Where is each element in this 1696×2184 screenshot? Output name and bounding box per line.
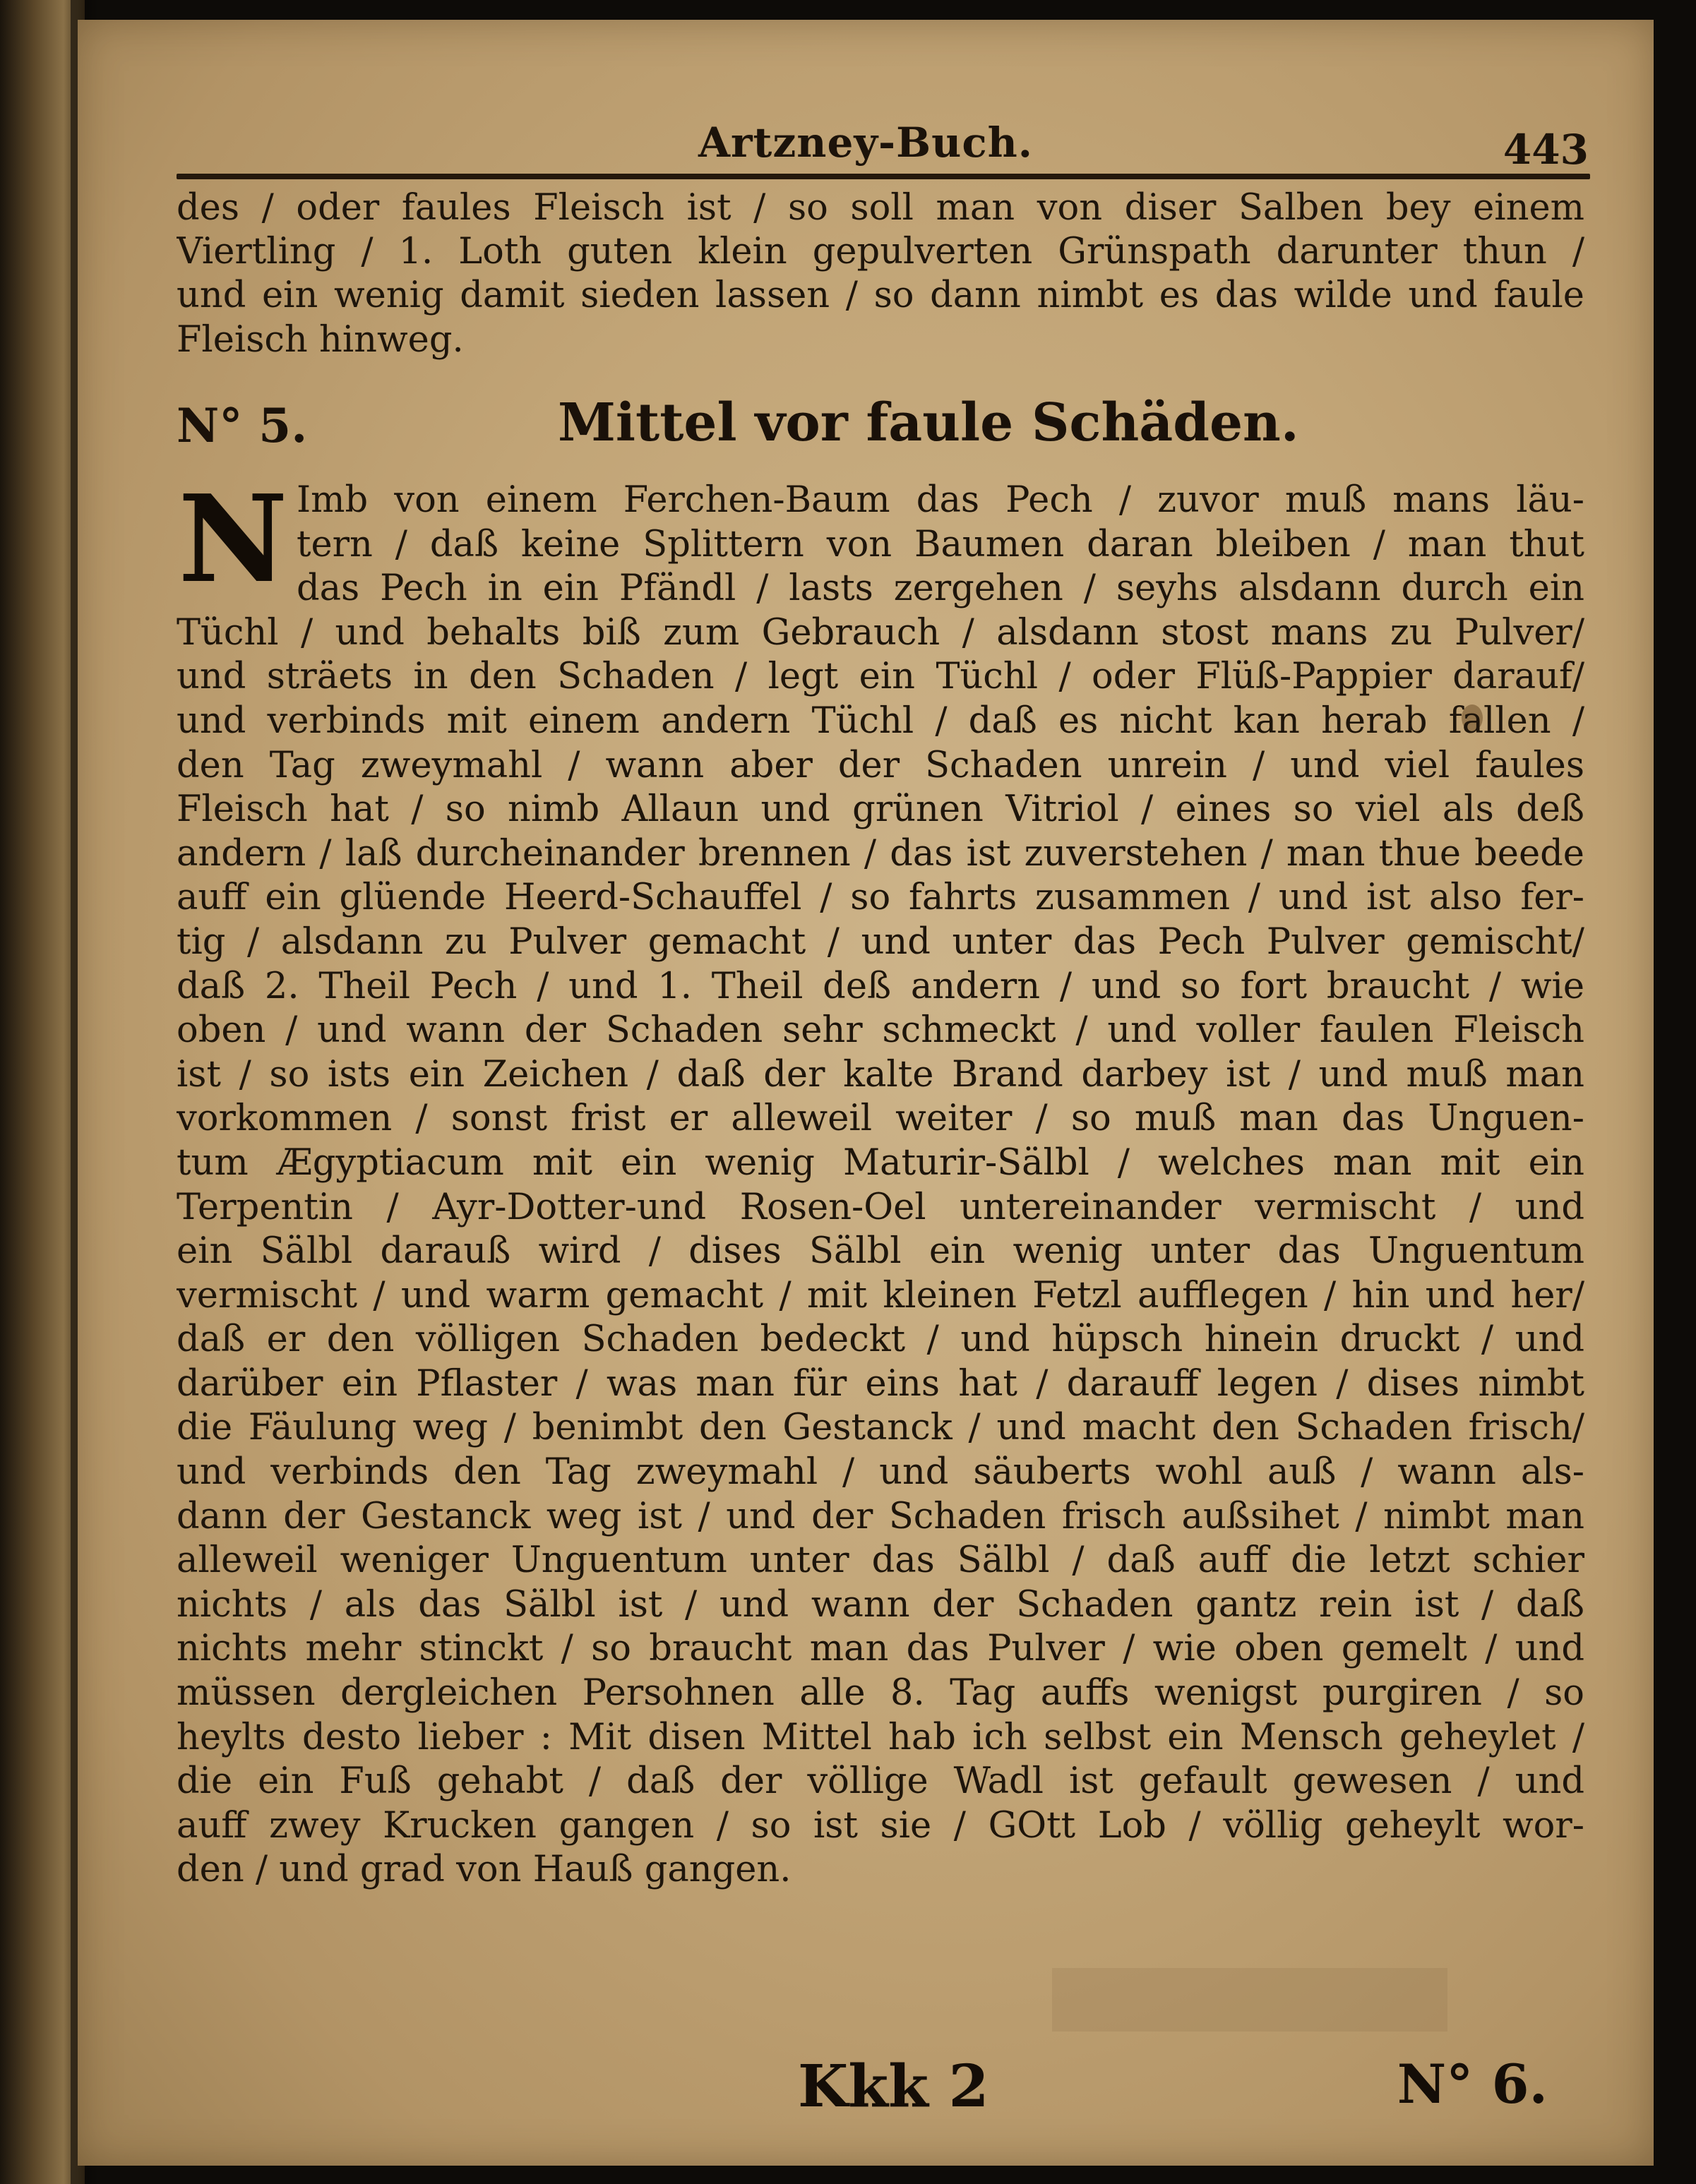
text-line: Terpentin / Ayr-Dotter-und Rosen-Oel untereinander vermischt / und (177, 1186, 1584, 1228)
text-line: Viertling / 1. Loth guten klein gepulverten Grünspath darunter thun / (177, 231, 1584, 273)
text-line: auff zwey Krucken gangen / so ist sie / GOtt Lob / völlig geheylt wor- (177, 1804, 1584, 1847)
text-line: tig / alsdann zu Pulver gemacht / und unter das Pech Pulver gemischt/ (177, 920, 1584, 963)
ink-bleedthrough (1052, 1968, 1447, 2032)
catchword: N° 6. (1397, 2053, 1548, 2116)
text-line: die Fäulung weg / benimbt den Gestanck / und macht den Schaden frisch/ (177, 1407, 1584, 1449)
text-line: heylts desto lieber : Mit disen Mittel hab ich selbst ein Mensch geheylet / (177, 1716, 1584, 1758)
page-number: 443 (1503, 126, 1589, 174)
section-body (177, 469, 1584, 1892)
text-line: Fleisch hinweg. (177, 318, 464, 361)
text-line: alleweil weniger Unguentum unter das Sälbl / daß auff die letzt schier (177, 1540, 1584, 1582)
text-line: und ein wenig damit sieden lassen / so dann nimbt es das wilde und faule (177, 275, 1584, 317)
text-line: das Pech in ein Pfändl / lasts zergehen / seyhs alsdann durch ein (297, 568, 1584, 610)
text-line: oben / und wann der Schaden sehr schmeckt / und voller faulen Fleisch (177, 1009, 1584, 1052)
text-line: Tüchl / und behalts biß zum Gebrauch / alsdann stost mans zu Pulver/ (177, 611, 1584, 654)
text-line: darüber ein Pflaster / was man für eins hat / darauff legen / dises nimbt (177, 1362, 1584, 1405)
text-line: daß er den völligen Schaden bedeckt / und hüpsch hinein druckt / und (177, 1319, 1584, 1361)
text-line: Fleisch hat / so nimb Allaun und grünen Vitriol / eines so viel als deß (177, 788, 1584, 831)
text-line: auff ein glüende Heerd-Schauffel / so fahrts zusammen / und ist also fer- (177, 877, 1584, 919)
header-rule (177, 174, 1590, 179)
text-line: Imb von einem Ferchen-Baum das Pech / zuvor muß mans läu- (297, 479, 1584, 521)
section-heading (177, 392, 1584, 463)
text-line: müssen dergleichen Persohnen alle 8. Tag auffs wenigst purgiren / so (177, 1672, 1584, 1715)
text-line: des / oder faules Fleisch ist / so soll man von diser Salben bey einem (177, 187, 1584, 229)
text-line: die ein Fuß gehabt / daß der völlige Wadl ist gefault gewesen / und (177, 1760, 1584, 1803)
text-line: vermischt / und warm gemacht / mit kleinen Fetzl aufflegen / hin und her/ (177, 1274, 1584, 1316)
signature-mark: Kkk 2 (798, 2053, 989, 2120)
running-head: Artzney-Buch. (698, 119, 1033, 167)
text-line: ein Sälbl darauß wird / dises Sälbl ein wenig unter das Unguentum (177, 1230, 1584, 1273)
drop-capital: N (178, 469, 288, 610)
text-line: tum Ægyptiacum mit ein wenig Maturir-Sälbl / welches man mit ein (177, 1141, 1584, 1184)
text-line: ist / so ists ein Zeichen / daß der kalte Brand darbey ist / und muß man (177, 1053, 1584, 1096)
section-number: N° 5. (177, 398, 308, 453)
section-title: Mittel vor faule Schäden. (558, 392, 1299, 453)
text-line: vorkommen / sonst frist er alleweil weiter / so muß man das Unguen- (177, 1098, 1584, 1140)
text-line: und verbinds mit einem andern Tüchl / daß es nicht kan herab fallen / (177, 700, 1584, 742)
text-line: tern / daß keine Splittern von Baumen daran bleiben / man thut (297, 523, 1584, 565)
text-line: und verbinds den Tag zweymahl / und säuberts wohl auß / wann als- (177, 1451, 1584, 1494)
text-line: nichts / als das Sälbl ist / und wann der Schaden gantz rein ist / daß (177, 1583, 1584, 1626)
continued-text (177, 186, 1584, 362)
text-line: nichts mehr stinckt / so braucht man das Pulver / wie oben gemelt / und (177, 1628, 1584, 1670)
text-line: daß 2. Theil Pech / und 1. Theil deß andern / und so fort braucht / wie (177, 965, 1584, 1007)
text-line: andern / laß durcheinander brennen / das ist zuverstehen / man thue beede (177, 832, 1584, 875)
text-line: den / und grad von Hauß gangen. (177, 1849, 792, 1891)
text-line: dann der Gestanck weg ist / und der Schaden frisch außsihet / nimbt man (177, 1495, 1584, 1537)
book-page (78, 20, 1654, 2166)
text-line: und sträets in den Schaden / legt ein Tüchl / oder Flüß-Pappier darauf/ (177, 656, 1584, 698)
text-line: den Tag zweymahl / wann aber der Schaden unrein / und viel faules (177, 744, 1584, 786)
